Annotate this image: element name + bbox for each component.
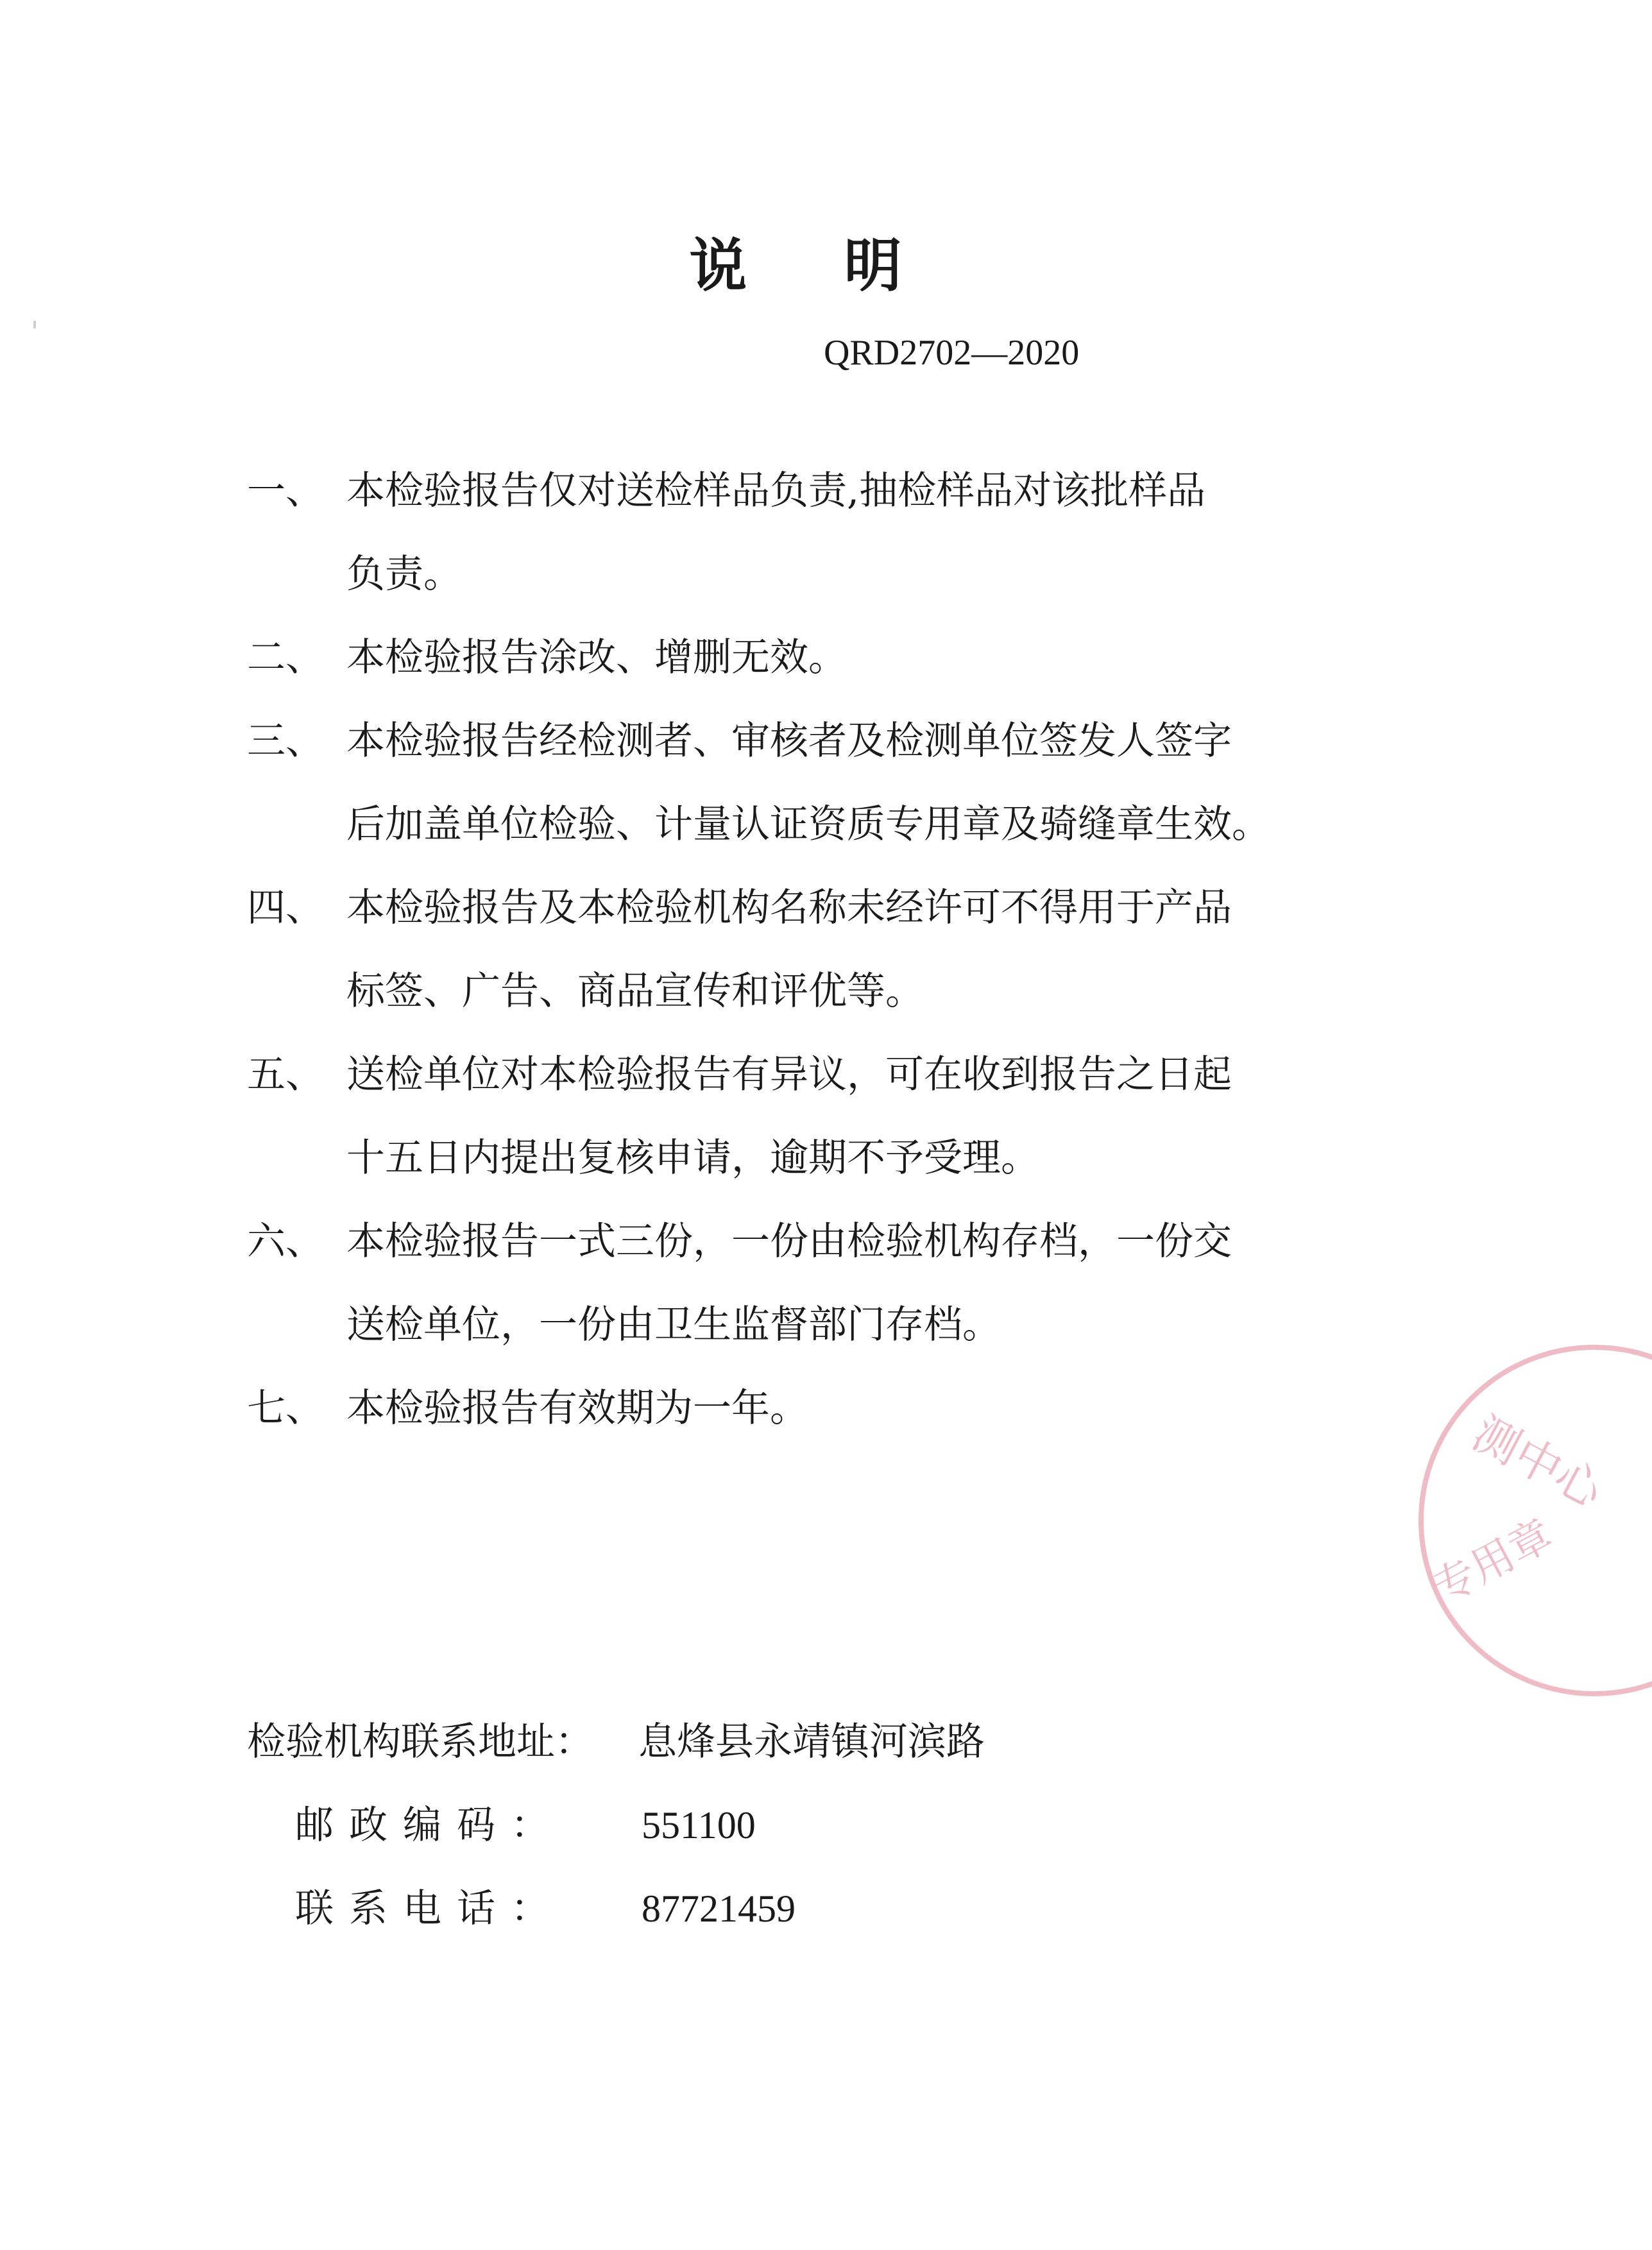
clause-number: 六、 xyxy=(247,1219,324,1264)
clause-number: 一、 xyxy=(247,468,324,513)
postcode-value: 551100 xyxy=(642,1804,756,1846)
clause-number: 二、 xyxy=(247,635,324,680)
seal-text-top: 测中心 xyxy=(1464,1405,1612,1519)
clause-3 xyxy=(247,699,1350,866)
clause-line: 送检单位对本检验报告有异议，可在收到报告之日起 xyxy=(346,1052,1232,1097)
clause-4 xyxy=(247,866,1350,1033)
clause-7 xyxy=(247,1367,1350,1450)
seal-text-bottom: 专用章 xyxy=(1425,1510,1561,1614)
document-code: QRD2702—2020 xyxy=(824,333,1080,373)
phone-value: 87721459 xyxy=(642,1888,796,1930)
clause-line: 本检验报告仅对送检样品负责,抽检样品对该批样品 xyxy=(346,468,1206,513)
clause-line: 本检验报告经检测者、审核者及检测单位签发人签字 xyxy=(346,719,1232,763)
postcode-label: 邮政编码： xyxy=(295,1803,565,1848)
page-title: 说 明 xyxy=(689,232,941,300)
clause-6 xyxy=(247,1200,1350,1367)
clause-line: 本检验报告一式三份，一份由检验机构存档，一份交 xyxy=(346,1219,1232,1264)
clause-line: 十五日内提出复核申请，逾期不予受理。 xyxy=(346,1136,1039,1180)
official-seal-stamp xyxy=(1408,1334,1652,1694)
phone-label: 联系电话： xyxy=(295,1886,565,1931)
clause-line: 标签、广告、商品宣传和评优等。 xyxy=(346,969,924,1014)
margin-mark xyxy=(33,321,36,328)
clause-line: 本检验报告有效期为一年。 xyxy=(346,1386,808,1431)
address-value: 息烽县永靖镇河滨路 xyxy=(638,1721,985,1763)
clause-2 xyxy=(247,616,1350,699)
clause-line: 后加盖单位检验、计量认证资质专用章及骑缝章生效。 xyxy=(346,802,1270,847)
clause-number: 三、 xyxy=(247,719,324,763)
clause-line: 送检单位，一份由卫生监督部门存档。 xyxy=(346,1302,1001,1347)
clause-5 xyxy=(247,1033,1350,1200)
clause-1 xyxy=(247,449,1350,616)
clause-line: 本检验报告涂改、增删无效。 xyxy=(346,635,847,680)
address-label: 检验机构联系地址： xyxy=(247,1719,593,1764)
clause-number: 五、 xyxy=(247,1052,324,1097)
clause-number: 四、 xyxy=(247,885,324,930)
clause-number: 七、 xyxy=(247,1386,324,1431)
clause-list xyxy=(247,449,1350,1450)
clause-line: 负责。 xyxy=(346,552,462,597)
clause-line: 本检验报告及本检验机构名称未经许可不得用于产品 xyxy=(346,885,1232,930)
